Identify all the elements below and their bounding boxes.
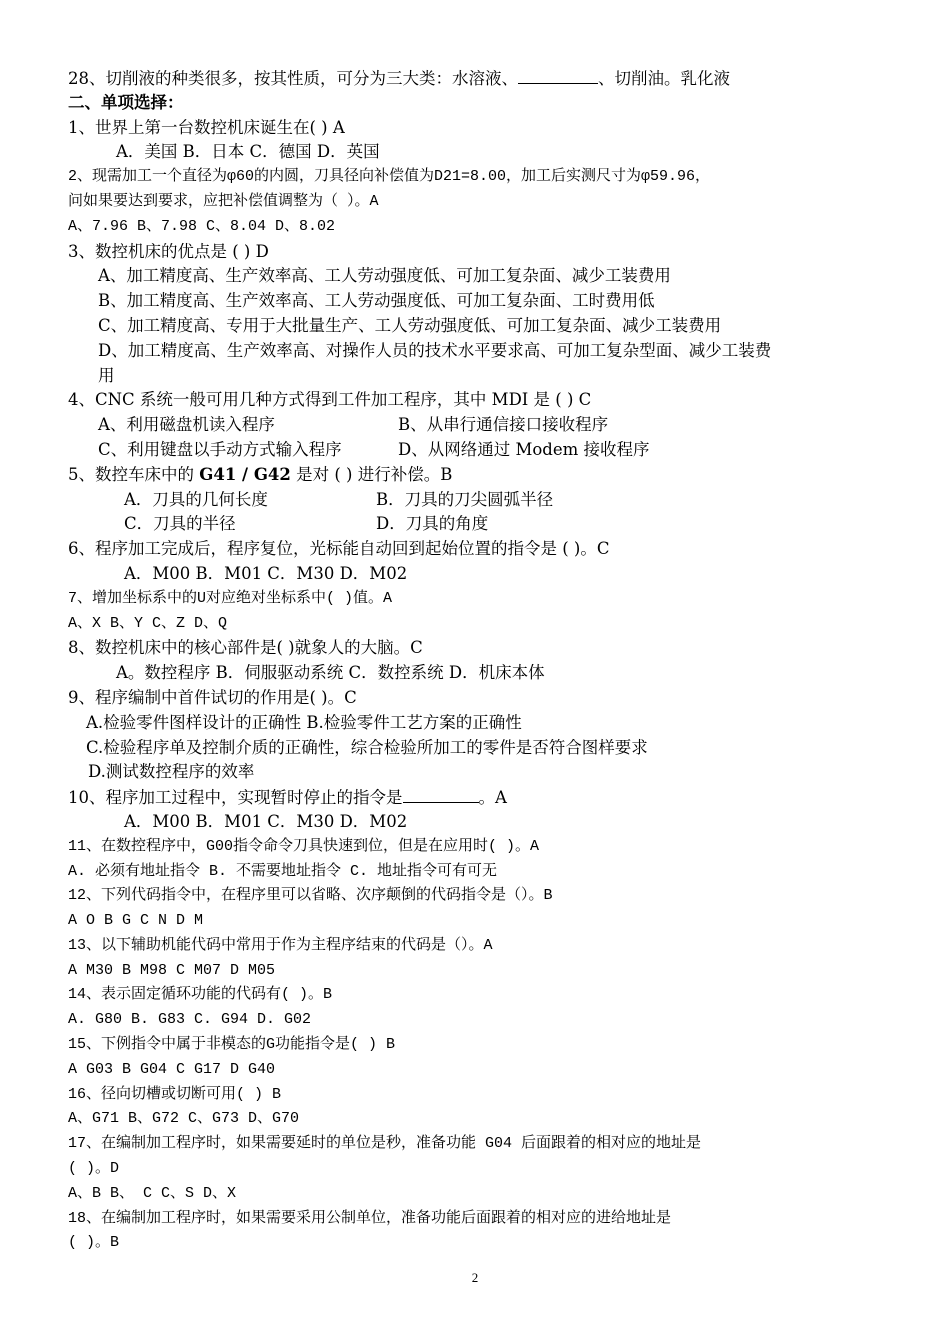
question-14-stem: 14、表示固定循环功能的代码有( )。B bbox=[68, 986, 333, 1004]
question-5-options-row1: A．刀具的几何长度 B．刀具的刀尖圆弧半径 bbox=[124, 489, 554, 509]
question-18-stem: 18、在编制加工程序时，如果需要采用公制单位，准备功能后面跟着的相对应的进给地址是 bbox=[68, 1209, 672, 1227]
question-7-options: A、X B、Y C、Z D、Q bbox=[68, 614, 228, 632]
question-9-option-c: C.检验程序单及控制介质的正确性，综合检验所加工的零件是否符合图样要求 bbox=[86, 737, 648, 757]
question-10-options: A．M00 B．M01 C．M30 D．M02 bbox=[124, 811, 408, 831]
question-4-options-row1: A、利用磁盘机读入程序 B、从串行通信接口接收程序 bbox=[98, 415, 609, 435]
question-9-stem: 9、程序编制中首件试切的作用是( )。C bbox=[68, 687, 357, 707]
question-3-stem: 3、数控机床的优点是 ( ) D bbox=[68, 241, 269, 261]
question-17-options: A、B B、 C C、S D、X bbox=[68, 1184, 237, 1202]
question-16-options: A、G71 B、G72 C、G73 D、G70 bbox=[68, 1110, 300, 1128]
question-28: 28、切削液的种类很多，按其性质，可分为三大类：水溶液、 、切削油。乳化液 bbox=[68, 66, 898, 91]
answer-blank bbox=[403, 785, 479, 803]
question-11-options: A. 必须有地址指令 B. 不需要地址指令 C. 地址指令可有可无 bbox=[68, 862, 498, 880]
question-11-stem: 11、在数控程序中，G00指令命令刀具快速到位，但是在应用时( )。A bbox=[68, 837, 540, 855]
question-18-stem-cont: ( )。B bbox=[68, 1234, 120, 1252]
question-4-options-row2: C、利用键盘以手动方式输入程序 D、从网络通过 Modem 接收程序 bbox=[98, 439, 650, 459]
question-1-stem: 1、世界上第一台数控机床诞生在( ) A bbox=[68, 117, 345, 137]
question-5-stem: 5、数控车床中的 G41 / G42 是对 ( ) 进行补偿。B bbox=[68, 464, 453, 484]
question-9-option-d: D.测试数控程序的效率 bbox=[88, 762, 255, 782]
question-6-stem: 6、程序加工完成后，程序复位，光标能自动回到起始位置的指令是 ( )。C bbox=[68, 539, 610, 559]
question-14-options: A. G80 B. G83 C. G94 D. G02 bbox=[68, 1011, 312, 1029]
question-3-option-b: B、加工精度高、生产效率高、工人劳动强度低、可加工复杂面、工时费用低 bbox=[98, 291, 655, 311]
question-15-stem: 15、下例指令中属于非模态的G功能指令是( ) B bbox=[68, 1036, 396, 1054]
question-12-options: A O B G C N D M bbox=[68, 912, 204, 930]
question-16-stem: 16、径向切槽或切断可用( ) B bbox=[68, 1085, 282, 1103]
question-8-stem: 8、数控机床中的核心部件是( )就象人的大脑。C bbox=[68, 638, 423, 658]
question-13-stem: 13、以下辅助机能代码中常用于作为主程序结束的代码是（）。A bbox=[68, 936, 493, 954]
section-title: 二、单项选择： bbox=[68, 92, 184, 112]
question-17-stem-cont: ( )。D bbox=[68, 1160, 120, 1178]
question-15-options: A G03 B G04 C G17 D G40 bbox=[68, 1060, 276, 1078]
question-3-option-d-cont: 用 bbox=[98, 365, 115, 385]
answer-blank bbox=[518, 66, 598, 84]
question-3-option-a: A、加工精度高、生产效率高、工人劳动强度低、可加工复杂面、减少工装费用 bbox=[98, 266, 671, 286]
question-10-stem: 10、程序加工过程中，实现暂时停止的指令是 。A bbox=[68, 785, 898, 810]
question-7-stem: 7、增加坐标系中的U对应绝对坐标系中( )值。A bbox=[68, 589, 393, 607]
question-4-stem: 4、CNC 系统一般可用几种方式得到工件加工程序，其中 MDI 是 ( ) C bbox=[68, 390, 592, 410]
question-2-options: A、7.96 B、7.98 C、8.04 D、8.02 bbox=[68, 217, 336, 235]
question-list bbox=[68, 66, 898, 1256]
question-17-stem: 17、在编制加工程序时，如果需要延时的单位是秒，准备功能 G04 后面跟着的相对应的地址是 bbox=[68, 1135, 702, 1153]
question-3-option-c: C、加工精度高、专用于大批量生产、工人劳动强度低、可加工复杂面、减少工装费用 bbox=[98, 315, 722, 335]
question-13-options: A M30 B M98 C M07 D M05 bbox=[68, 961, 276, 979]
question-2-stem: 2、现需加工一个直径为φ60的内圆，刀具径向补偿值为D21=8.00，加工后实测尺寸为φ59.96， bbox=[68, 168, 711, 186]
question-1-options: A．美国 B．日本 C．德国 D．英国 bbox=[116, 142, 380, 162]
question-2-stem-cont: 问如果要达到要求，应把补偿值调整为（ ）。A bbox=[68, 192, 379, 210]
question-12-stem: 12、下列代码指令中，在程序里可以省略、次序颠倒的代码指令是（）。B bbox=[68, 887, 553, 905]
question-3-option-d: D、加工精度高、生产效率高、对操作人员的技术水平要求高、可加工复杂型面、减少工装费 bbox=[98, 340, 772, 360]
page-number: 2 bbox=[471, 1270, 479, 1285]
question-5-options-row2: C．刀具的半径 D．刀具的角度 bbox=[124, 514, 489, 534]
question-6-options: A．M00 B．M01 C．M30 D．M02 bbox=[124, 563, 408, 583]
question-9-options-ab: A.检验零件图样设计的正确性 B.检验零件工艺方案的正确性 bbox=[86, 712, 522, 732]
question-8-options: A。数控程序 B．伺服驱动系统 C．数控系统 D．机床本体 bbox=[116, 663, 545, 683]
